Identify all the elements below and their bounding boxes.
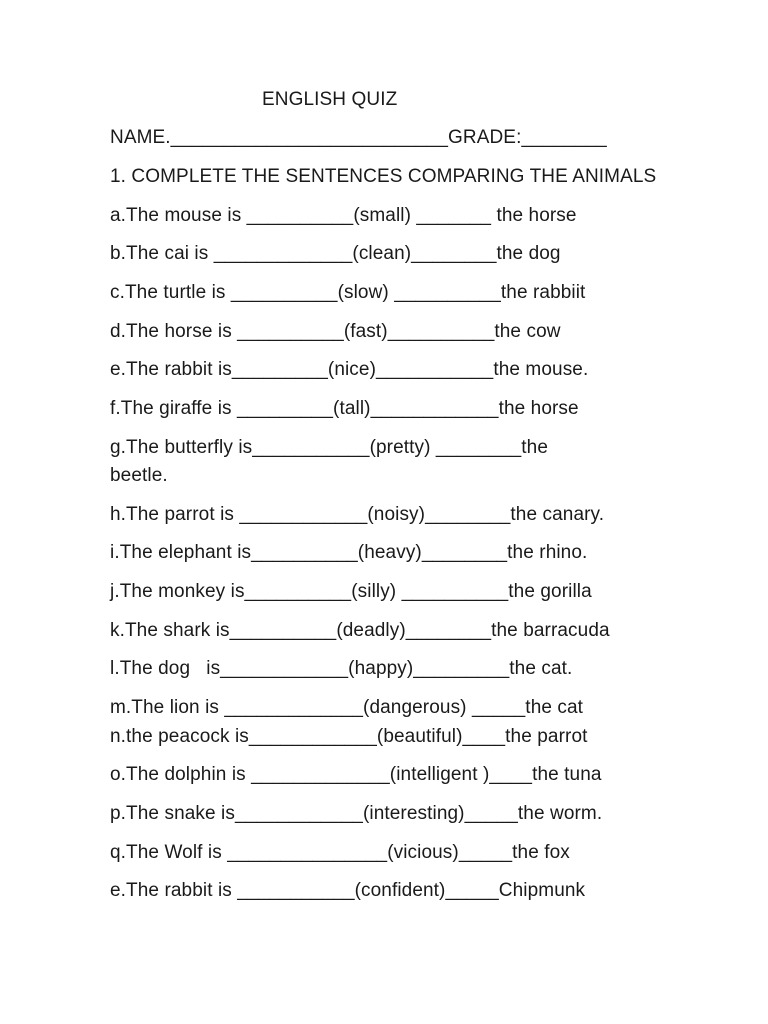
sentence-b: b.The cai is _____________(clean)________the dog: [110, 243, 561, 264]
sentence-g: g.The butterfly is___________(pretty) ________the: [110, 437, 548, 458]
sentence-m: m.The lion is _____________(dangerous) _____the cat: [110, 697, 584, 718]
sentence-d: d.The horse is __________(fast)__________the cow: [110, 321, 561, 342]
name-grade-line: NAME.__________________________GRADE:________: [110, 127, 607, 148]
sentence-c: c.The turtle is __________(slow) __________the rabbiit: [110, 282, 586, 303]
sentence-o: o.The dolphin is _____________(intelligent )____the tuna: [110, 764, 602, 785]
sentence-i: i.The elephant is__________(heavy)________the rhino.: [110, 542, 588, 563]
sentence-l: l.The dog is____________(happy)_________the cat.: [110, 658, 573, 679]
sentence-n: n.the peacock is____________(beautiful)____the parrot: [110, 726, 588, 747]
sentence-k: k.The shark is__________(deadly)________the barracuda: [110, 620, 610, 641]
sentence-j: j.The monkey is__________(silly) __________the gorilla: [110, 581, 592, 602]
sentence-a: a.The mouse is __________(small) _______ the horse: [110, 205, 577, 226]
sentence-f: f.The giraffe is _________(tall)____________the horse: [110, 398, 579, 419]
instruction-heading: 1. COMPLETE THE SENTENCES COMPARING THE ANIMALS: [110, 166, 657, 187]
sentence-h: h.The parrot is ____________(noisy)________the canary.: [110, 504, 605, 525]
quiz-title: ENGLISH QUIZ: [262, 89, 398, 110]
sentence-p: p.The snake is____________(interesting)_____the worm.: [110, 803, 603, 824]
sentence-e: e.The rabbit is_________(nice)___________the mouse.: [110, 359, 589, 380]
sentence-g-continued: beetle.: [110, 465, 168, 486]
sentence-q: q.The Wolf is _______________(vicious)_____the fox: [110, 842, 570, 863]
sentence-e-rabbit: e.The rabbit is ___________(confident)_____Chipmunk: [110, 880, 586, 901]
